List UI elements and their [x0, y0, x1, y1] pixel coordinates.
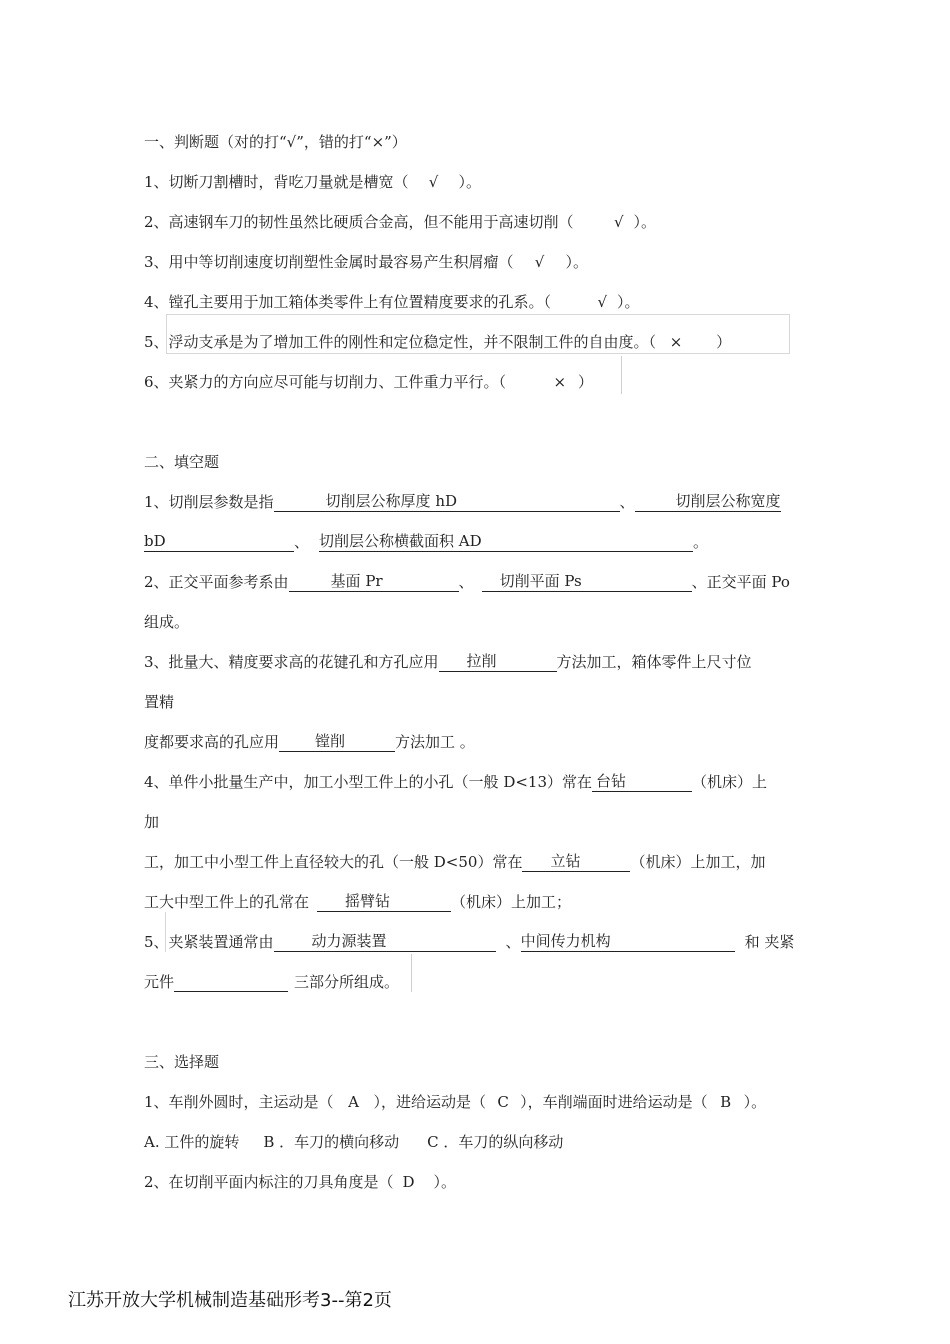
fill-blank	[522, 852, 630, 872]
divider	[411, 954, 412, 992]
fill-question-4-cont3	[144, 892, 571, 912]
question-text: （机床）上	[692, 773, 768, 791]
fill-blank	[592, 772, 692, 792]
option-a: A. 工件的旋转	[144, 1133, 240, 1151]
fill-question-2-cont: 组成。	[144, 613, 190, 631]
question-text: 工，加工中小型工件上直径较大的孔（一般 D<50）常在	[144, 853, 523, 871]
answer-mark: √	[428, 173, 439, 191]
fill-question-5	[144, 932, 794, 952]
section-2-title: 二、填空题	[144, 453, 220, 471]
fill-blank	[289, 572, 459, 592]
question-text: 1、切削层参数是指	[144, 493, 274, 511]
judge-question-6	[144, 372, 593, 392]
section-3-title: 三、选择题	[144, 1053, 220, 1071]
question-text: 3、用中等切削速度切削塑性金属时最容易产生积屑瘤（	[144, 253, 514, 271]
fill-question-3-cont: 置精	[144, 693, 175, 711]
blank-answer: 镗削	[315, 732, 346, 750]
separator: 、	[294, 533, 310, 551]
question-end: ）。	[458, 173, 482, 191]
question-end: ）	[716, 333, 732, 351]
question-end: ）	[578, 373, 594, 391]
question-end: ）。	[633, 213, 657, 231]
fill-question-1-cont	[144, 532, 708, 552]
divider	[621, 356, 622, 394]
judge-question-4	[144, 292, 640, 312]
option-b: B ．车刀的横向移动	[263, 1133, 400, 1151]
question-end: ）。	[743, 1093, 767, 1111]
answer-mark: C	[497, 1093, 509, 1111]
fill-blank	[482, 572, 692, 592]
fill-question-4-cont2	[144, 852, 765, 872]
answer-mark: √	[613, 213, 624, 231]
fill-question-2	[144, 572, 790, 592]
question-text: 3、批量大、精度要求高的花键孔和方孔应用	[144, 653, 439, 671]
separator: 、	[505, 933, 521, 951]
answer-mark: √	[534, 253, 545, 271]
answer-mark: ×	[669, 333, 683, 351]
question-text: 5、浮动支承是为了增加工件的刚性和定位稳定性，并不限制工件的自由度。（	[144, 333, 657, 351]
question-end: 。	[693, 533, 709, 551]
question-text: 三部分所组成。	[294, 973, 400, 991]
fill-blank	[317, 892, 451, 912]
question-text: ），车削端面时进给运动是（	[520, 1093, 708, 1111]
judge-question-5	[144, 332, 731, 352]
question-text: 2、在切削平面内标注的刀具角度是（	[144, 1173, 394, 1191]
blank-answer: 切削平面 Ps	[499, 572, 582, 590]
answer-mark: ×	[553, 373, 567, 391]
fill-blank	[174, 972, 288, 992]
blank-answer: 摇臂钻	[345, 892, 391, 910]
page-footer: 江苏开放大学机械制造基础形考3--第2页	[68, 1290, 392, 1311]
fill-blank	[439, 652, 557, 672]
blank-answer: 立钻	[550, 852, 581, 870]
question-text: 和 夹紧	[744, 933, 795, 951]
fill-blank	[274, 492, 620, 512]
judge-question-3	[144, 252, 588, 272]
question-text: 度都要求高的孔应用	[144, 733, 280, 751]
answer-mark: √	[597, 293, 608, 311]
fill-question-4-cont: 加	[144, 813, 160, 831]
question-text: 6、夹紧力的方向应尽可能与切削力、工件重力平行。（	[144, 373, 507, 391]
question-text: （机床）上加工；	[451, 893, 572, 911]
question-text: 4、单件小批量生产中，加工小型工件上的小孔（一般 D<13）常在	[144, 773, 592, 791]
fill-blank: 中间传力机构	[521, 932, 735, 952]
separator: 、	[619, 493, 635, 511]
fill-question-4	[144, 772, 767, 792]
question-end: ）。	[433, 1173, 457, 1191]
blank-answer: 拉削	[466, 652, 497, 670]
section-1-title: 一、判断题（对的打“√”，错的打“×”）	[144, 133, 407, 151]
question-text: 工大中型工件上的孔常在	[144, 893, 310, 911]
question-text: 方法加工，箱体零件上尺寸位	[556, 653, 752, 671]
question-text: 1、切断刀割槽时，背吃刀量就是槽宽（	[144, 173, 409, 191]
fill-blank	[279, 732, 395, 752]
question-end: ）。	[565, 253, 589, 271]
question-text: 2、高速钢车刀的韧性虽然比硬质合金高，但不能用于高速切削（	[144, 213, 574, 231]
answer-mark: A	[348, 1093, 359, 1111]
question-text: 方法加工 。	[395, 733, 475, 751]
choice-question-2	[144, 1172, 456, 1192]
question-text: 元件	[144, 973, 175, 991]
blank-answer: 动力源装置	[311, 932, 387, 950]
choice-question-1	[144, 1092, 766, 1112]
blank-answer: 切削层公称厚度 hD	[325, 492, 458, 510]
fill-blank: bD	[144, 532, 294, 552]
fill-blank: 切削层公称横截面积 AD	[319, 532, 693, 552]
option-c: C ．车刀的纵向移动	[427, 1133, 564, 1151]
fill-question-3	[144, 652, 752, 672]
question-text: 4、镗孔主要用于加工箱体类零件上有位置精度要求的孔系。（	[144, 293, 552, 311]
question-text: （机床）上加工，加	[630, 853, 766, 871]
question-end: ）。	[617, 293, 640, 311]
blank-answer: 基面 Pr	[330, 572, 383, 590]
question-text: ），进给运动是（	[373, 1093, 487, 1111]
fill-blank	[274, 932, 496, 952]
separator: 、	[458, 573, 474, 591]
question-text: 1、车削外圆时，主运动是（	[144, 1093, 334, 1111]
answer-mark: B	[720, 1093, 732, 1111]
question-text: 2、正交平面参考系由	[144, 573, 289, 591]
fill-question-3-cont2	[144, 732, 475, 752]
choice-options-1	[144, 1132, 563, 1152]
question-text: 5、夹紧装置通常由	[144, 933, 274, 951]
judge-question-1	[144, 172, 481, 192]
judge-question-2	[144, 212, 656, 232]
fill-question-5-cont	[144, 972, 399, 992]
answer-mark: D	[402, 1173, 415, 1191]
fill-blank: 切削层公称宽度	[635, 492, 781, 512]
blank-answer: 台钻	[596, 772, 627, 790]
fill-question-1	[144, 492, 781, 512]
question-text: 、正交平面 Po	[691, 573, 790, 591]
